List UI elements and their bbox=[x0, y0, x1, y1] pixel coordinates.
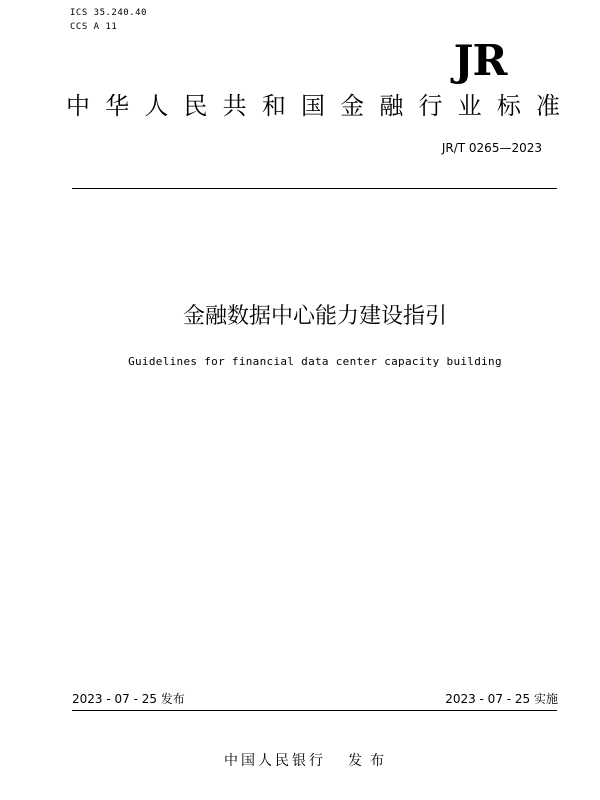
publisher-line bbox=[0, 751, 600, 771]
publish-date: 2023 - 07 - 25 发布 bbox=[72, 692, 185, 706]
bottom-divider bbox=[72, 710, 557, 711]
ccs-code: CCS A 11 bbox=[70, 22, 118, 32]
jr-logo: JR bbox=[453, 36, 507, 85]
top-divider bbox=[72, 188, 557, 189]
ics-code: ICS 35.240.40 bbox=[70, 8, 147, 18]
publisher-name: 中国人民银行 bbox=[224, 753, 326, 769]
publisher-action: 发布 bbox=[348, 753, 392, 769]
document-title-english: Guidelines for financial data center capacity building bbox=[128, 355, 502, 368]
implementation-date: 2023 - 07 - 25 实施 bbox=[445, 692, 558, 706]
standard-category-heading: 中华人民共和国金融行业标准 bbox=[66, 92, 560, 120]
document-title-chinese: 金融数据中心能力建设指引 bbox=[182, 304, 447, 329]
standard-number: JR/T 0265—2023 bbox=[441, 141, 542, 155]
